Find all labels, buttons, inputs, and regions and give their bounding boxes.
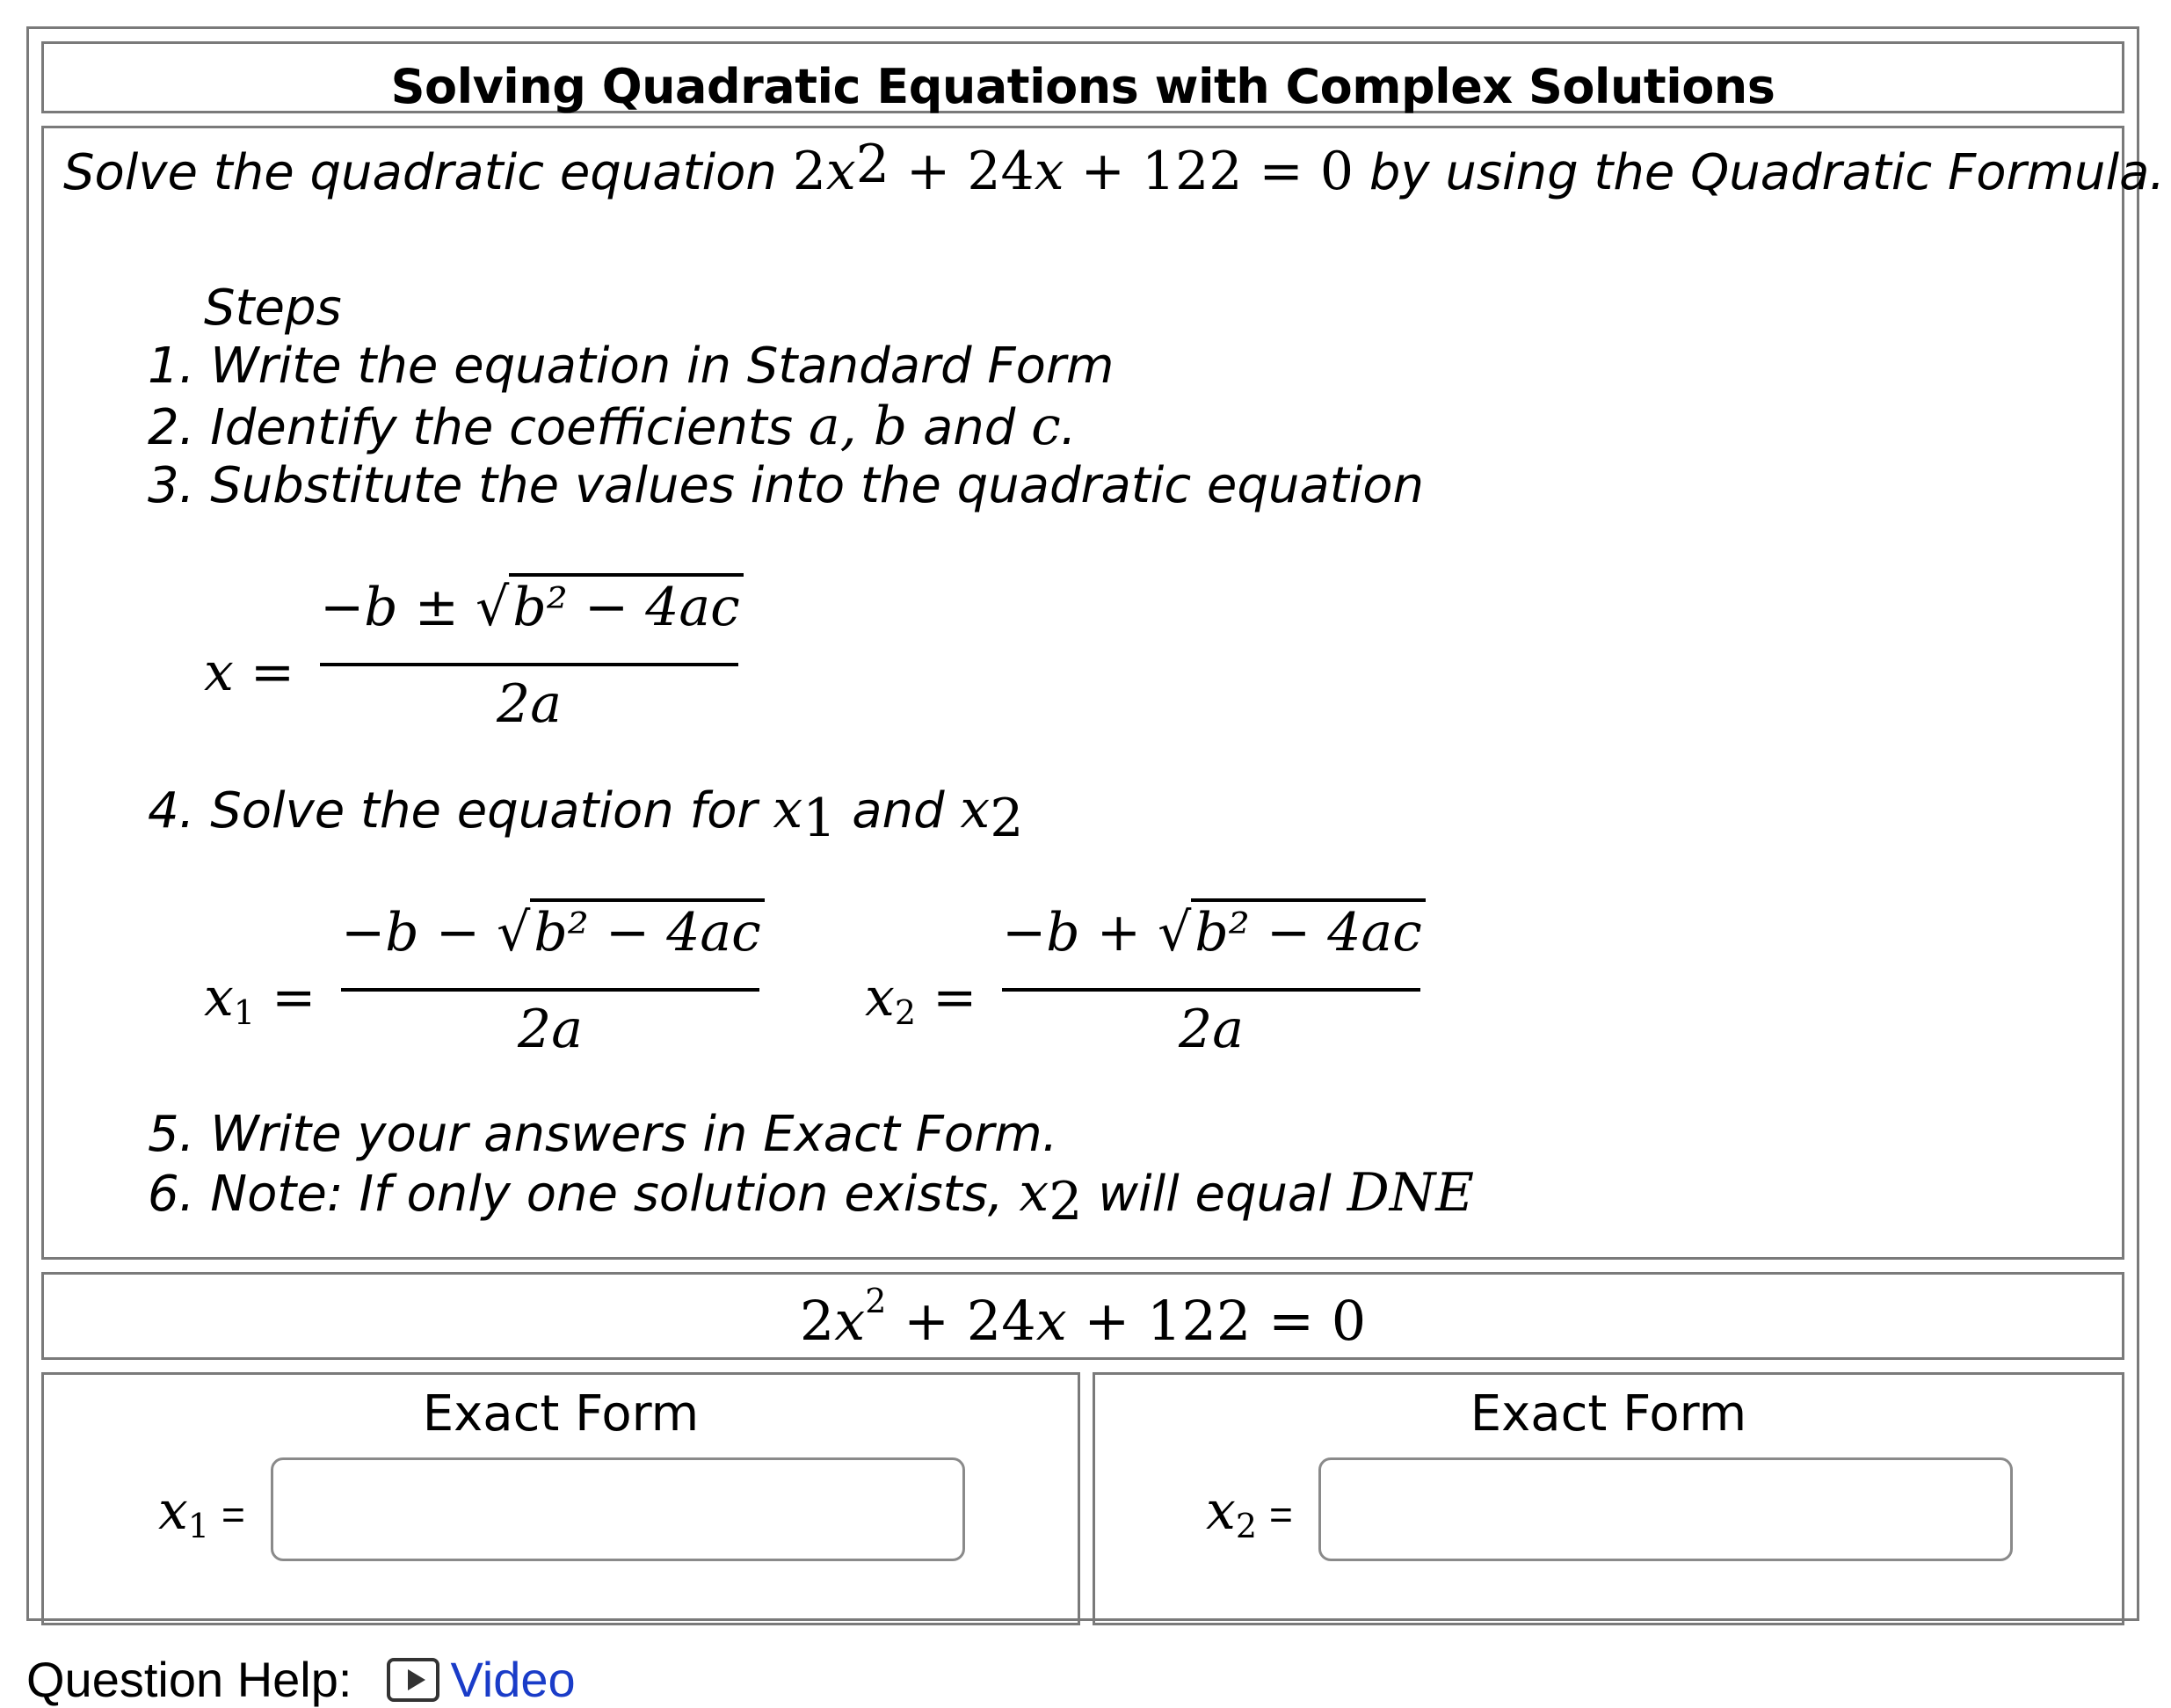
instructions-cell	[41, 126, 2166, 1260]
video-link[interactable]: Video	[450, 1652, 576, 1707]
formula-fraction: −b ± √b² − 4ac 2a	[320, 577, 738, 761]
question-table	[26, 26, 2166, 1621]
step-1: 1. Write the equation in Standard Form	[148, 338, 1115, 395]
page-title: Solving Quadratic Equations with Complex Solutions	[390, 59, 1775, 114]
prompt-text: Solve the quadratic equation $2x^2 + 24x + 122 = 0$ by using the Quadratic Formula.	[63, 134, 2166, 202]
answer-x1-header: Exact Form	[422, 1385, 700, 1443]
answer-x1-label: $x_1$ =	[158, 1480, 245, 1545]
video-play-icon[interactable]	[387, 1658, 439, 1702]
answer-x1-input[interactable]	[271, 1457, 965, 1561]
quadratic-formula: x = −b ± √b² − 4ac 2a	[204, 577, 819, 761]
step-3: 3. Substitute the values into the quadratic equation	[148, 457, 1425, 514]
step-4: 4. Solve the equation for $x_1$ and $x_2$	[148, 779, 1024, 849]
step-5: 5. Write your answers in Exact Form.	[148, 1106, 1058, 1163]
step-2: 2. Identify the coefficients a, b and c.	[148, 396, 1077, 457]
equation-display: $2x^2 + 24x + 122 = 0$	[799, 1282, 1367, 1353]
answer-x2-input[interactable]	[1318, 1457, 2013, 1561]
steps-heading: Steps	[204, 280, 342, 337]
step-6: 6. Note: If only one solution exists, $x_2$ will equal DNE	[148, 1162, 1475, 1232]
x1-formula: $x_1$ = −b − √b² − 4ac 2a	[204, 902, 837, 1087]
answer-x2-cell	[1093, 1372, 2124, 1625]
answer-x1-cell	[41, 1372, 1080, 1625]
title-cell	[41, 41, 2124, 113]
answer-x2-header: Exact Form	[1470, 1385, 1747, 1443]
equation-cell	[41, 1272, 2124, 1360]
answer-x2-label: $x_2$ =	[1206, 1480, 1293, 1545]
x2-formula: $x_2$ = −b + √b² − 4ac 2a	[865, 902, 1498, 1087]
question-help: Question Help: Video	[26, 1652, 576, 1707]
